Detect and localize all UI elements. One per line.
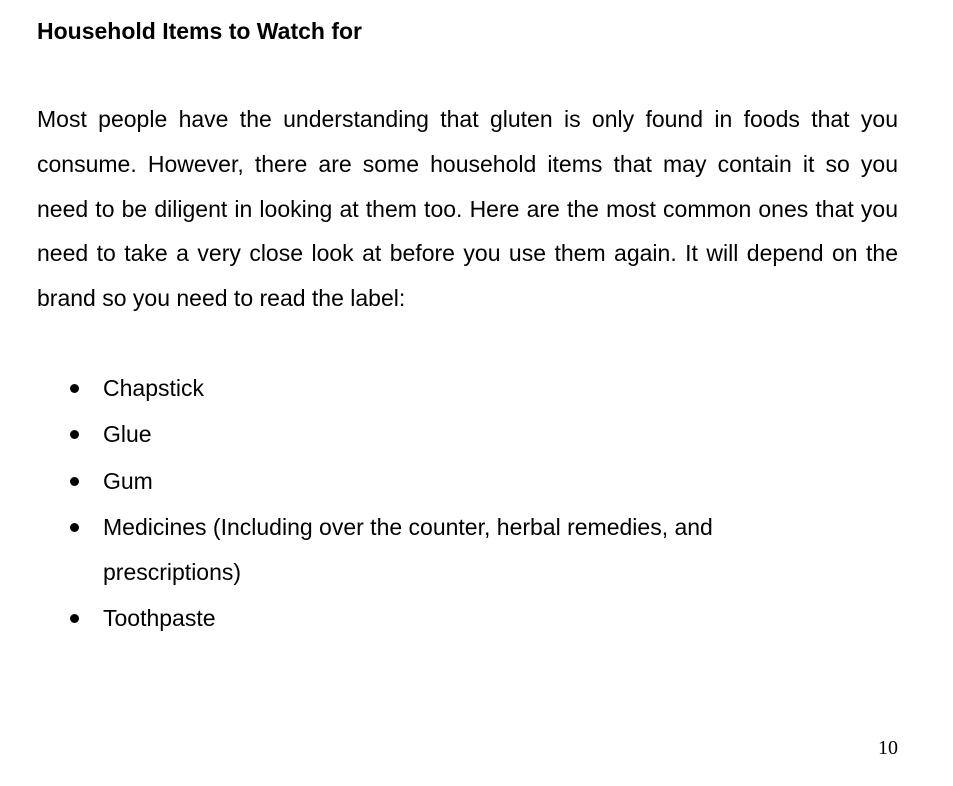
list-item-text: Gum (103, 467, 153, 494)
list-item (0, 366, 803, 411)
page-number: 10 (878, 737, 898, 759)
list-item (0, 412, 803, 457)
list-item (0, 596, 803, 641)
list-item-text: Medicines (Including over the counter, herbal remedies, and prescriptions) (103, 513, 713, 585)
bullet-icon (70, 384, 79, 393)
section-heading: Household Items to Watch for (37, 18, 362, 44)
list-item-text: Toothpaste (103, 604, 216, 631)
bullet-icon (70, 614, 79, 623)
bullet-icon (70, 430, 79, 439)
household-items-list (0, 366, 953, 642)
bullet-icon (70, 523, 79, 532)
bullet-icon (70, 477, 79, 486)
list-item-text: Glue (103, 421, 152, 448)
list-item-text: Chapstick (103, 375, 204, 401)
body-paragraph: Most people have the understanding that gluten is only found in foods that you consume. However, there are some household items that may contain it so you need to be diligent in looking at them too. Here are the most common ones that you need to take a very close look at before you use them again. It will depend on the brand so you need to read the label: (37, 106, 898, 312)
list-item (0, 505, 803, 595)
list-item (0, 459, 803, 504)
